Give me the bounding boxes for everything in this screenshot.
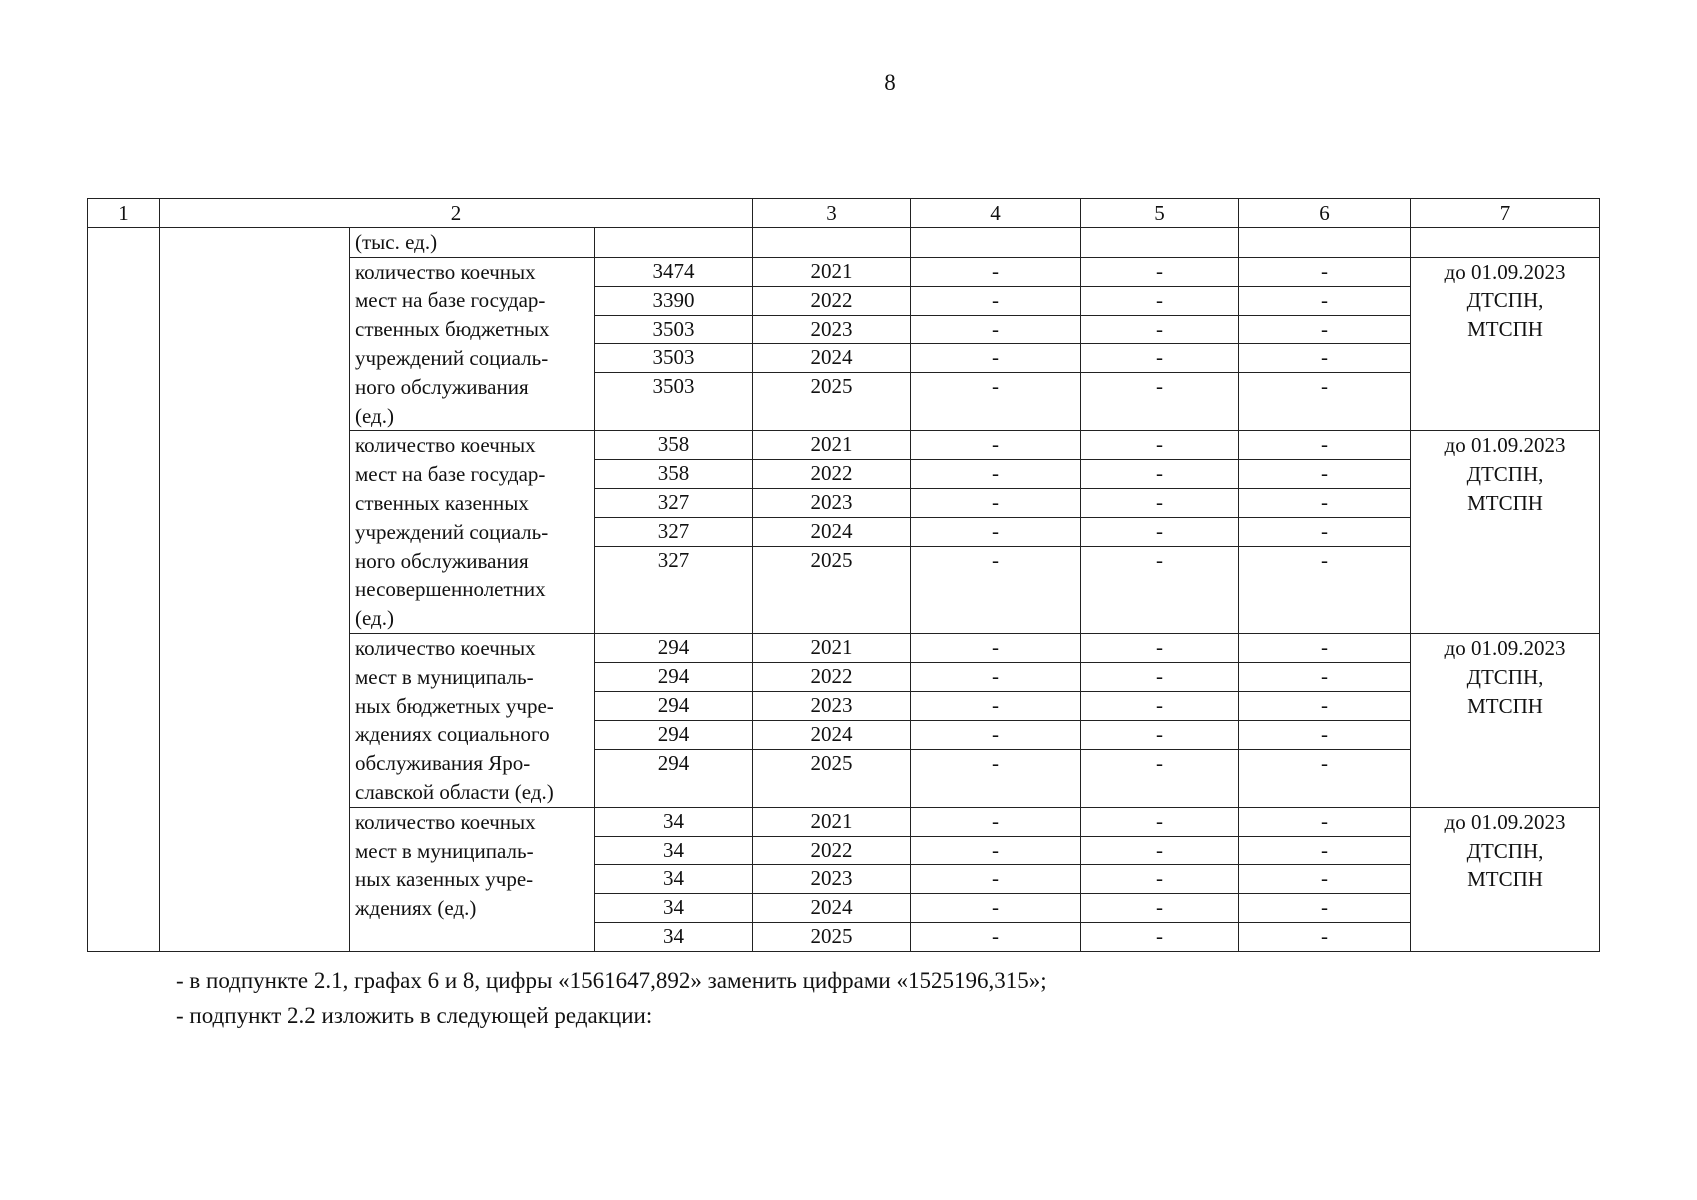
col6-value: - (1239, 489, 1411, 518)
col6-value: - (1239, 807, 1411, 836)
responsible-line: ДТСПН, (1466, 288, 1544, 313)
description-line: ного обслуживания (355, 548, 529, 573)
col6-value: - (1239, 865, 1411, 894)
description-line: учреждений социаль- (355, 519, 549, 544)
col4-value: - (911, 836, 1081, 865)
note-paragraph-2: - подпункт 2.2 изложить в следующей редакции: (176, 1003, 653, 1028)
col4-value: - (911, 922, 1081, 951)
col6-value: - (1239, 749, 1411, 807)
col4-value: - (911, 749, 1081, 807)
note-paragraph-1: - в подпункте 2.1, графах 6 и 8, цифры «1561647,892» заменить цифрами «1525196,315»; (176, 968, 1047, 993)
unit-row-empty-cell (595, 227, 753, 257)
row-year: 2022 (753, 460, 911, 489)
responsible-line: до 01.09.2023 (1444, 635, 1566, 660)
description-line: ственных казенных (355, 490, 529, 515)
unit-label: (тыс. ед.) (350, 227, 595, 257)
description-line: ных бюджетных учре- (355, 693, 554, 718)
col5-value: - (1081, 344, 1239, 373)
col1-merged-cell (88, 227, 160, 951)
row-year: 2024 (753, 518, 911, 547)
row-value: 294 (595, 720, 753, 749)
row-year: 2025 (753, 749, 911, 807)
col6-value: - (1239, 720, 1411, 749)
col5-value: - (1081, 807, 1239, 836)
row-value: 294 (595, 749, 753, 807)
col4-value: - (911, 257, 1081, 286)
row-year: 2023 (753, 489, 911, 518)
row-value: 3503 (595, 373, 753, 431)
page-number: 8 (884, 70, 896, 95)
row-value: 34 (595, 865, 753, 894)
col4-value: - (911, 460, 1081, 489)
col5-value: - (1081, 547, 1239, 634)
responsible-line: МТСПН (1467, 490, 1543, 515)
header-cell-5: 5 (1081, 199, 1239, 228)
responsible-line: ДТСПН, (1466, 462, 1544, 487)
row-year: 2021 (753, 807, 911, 836)
description-line: ждениях (ед.) (355, 896, 477, 921)
col6-value: - (1239, 286, 1411, 315)
row-description (350, 431, 595, 634)
description-line: мест на базе государ- (355, 288, 546, 313)
col5-value: - (1081, 315, 1239, 344)
col6-value: - (1239, 691, 1411, 720)
description-line: количество коечных (355, 635, 536, 660)
responsible-line: ДТСПН, (1466, 838, 1544, 863)
responsible-line: до 01.09.2023 (1444, 259, 1566, 284)
col6-value: - (1239, 431, 1411, 460)
description-line: несовершеннолетних (355, 577, 546, 602)
row-year: 2022 (753, 286, 911, 315)
description-line: мест в муниципаль- (355, 838, 534, 863)
row-value: 3390 (595, 286, 753, 315)
col6-value: - (1239, 922, 1411, 951)
row-year: 2021 (753, 431, 911, 460)
unit-row-empty-cell (1081, 227, 1239, 257)
header-cell-4: 4 (911, 199, 1081, 228)
responsible-cell (1411, 431, 1600, 634)
row-value: 3503 (595, 315, 753, 344)
col4-value: - (911, 633, 1081, 662)
col4-value: - (911, 344, 1081, 373)
col5-value: - (1081, 518, 1239, 547)
col4-value: - (911, 807, 1081, 836)
row-year: 2023 (753, 691, 911, 720)
row-value: 34 (595, 807, 753, 836)
col5-value: - (1081, 286, 1239, 315)
unit-row-empty-cell (753, 227, 911, 257)
description-line: (ед.) (355, 606, 394, 631)
row-year: 2025 (753, 922, 911, 951)
header-cell-2: 2 (160, 199, 753, 228)
row-year: 2024 (753, 894, 911, 923)
col5-value: - (1081, 749, 1239, 807)
unit-row (88, 227, 1600, 257)
col4-value: - (911, 431, 1081, 460)
col4-value: - (911, 286, 1081, 315)
row-description (350, 633, 595, 807)
unit-row-empty-cell (1239, 227, 1411, 257)
col6-value: - (1239, 460, 1411, 489)
description-line: ждениях социального (355, 722, 550, 747)
description-line: (ед.) (355, 403, 394, 428)
responsible-cell (1411, 633, 1600, 807)
col6-value: - (1239, 836, 1411, 865)
col4-value: - (911, 662, 1081, 691)
data-table (87, 198, 1600, 952)
row-year: 2025 (753, 373, 911, 431)
col6-value: - (1239, 344, 1411, 373)
col5-value: - (1081, 460, 1239, 489)
col6-value: - (1239, 662, 1411, 691)
description-line: мест в муниципаль- (355, 664, 534, 689)
col5-value: - (1081, 720, 1239, 749)
table-body (88, 199, 1600, 952)
col5-value: - (1081, 662, 1239, 691)
description-line: количество коечных (355, 259, 536, 284)
row-description (350, 807, 595, 951)
col5-value: - (1081, 373, 1239, 431)
description-line: количество коечных (355, 809, 536, 834)
col6-value: - (1239, 373, 1411, 431)
responsible-cell (1411, 257, 1600, 431)
row-value: 3474 (595, 257, 753, 286)
description-line: ственных бюджетных (355, 317, 550, 342)
col6-value: - (1239, 315, 1411, 344)
description-line: обслуживания Яро- (355, 751, 531, 776)
responsible-line: МТСПН (1467, 317, 1543, 342)
col4-value: - (911, 489, 1081, 518)
row-value: 358 (595, 460, 753, 489)
header-cell-7: 7 (1411, 199, 1600, 228)
description-line: учреждений социаль- (355, 345, 549, 370)
col2-merged-cell (160, 227, 350, 951)
row-value: 358 (595, 431, 753, 460)
unit-row-empty-cell (1411, 227, 1600, 257)
col6-value: - (1239, 894, 1411, 923)
row-year: 2021 (753, 633, 911, 662)
col4-value: - (911, 720, 1081, 749)
unit-row-empty-cell (911, 227, 1081, 257)
col4-value: - (911, 518, 1081, 547)
row-year: 2022 (753, 662, 911, 691)
col6-value: - (1239, 633, 1411, 662)
description-line: ного обслуживания (355, 374, 529, 399)
description-line: мест на базе государ- (355, 462, 546, 487)
header-cell-1: 1 (88, 199, 160, 228)
row-year: 2024 (753, 344, 911, 373)
header-cell-6: 6 (1239, 199, 1411, 228)
row-year: 2021 (753, 257, 911, 286)
col4-value: - (911, 894, 1081, 923)
description-line: количество коечных (355, 433, 536, 458)
header-cell-3: 3 (753, 199, 911, 228)
row-value: 294 (595, 662, 753, 691)
row-value: 327 (595, 518, 753, 547)
col4-value: - (911, 373, 1081, 431)
responsible-cell (1411, 807, 1600, 951)
col5-value: - (1081, 489, 1239, 518)
col5-value: - (1081, 894, 1239, 923)
col5-value: - (1081, 922, 1239, 951)
col6-value: - (1239, 257, 1411, 286)
responsible-line: МТСПН (1467, 693, 1543, 718)
row-value: 34 (595, 836, 753, 865)
row-value: 34 (595, 894, 753, 923)
row-year: 2025 (753, 547, 911, 634)
col6-value: - (1239, 547, 1411, 634)
row-year: 2023 (753, 865, 911, 894)
col5-value: - (1081, 431, 1239, 460)
col5-value: - (1081, 836, 1239, 865)
col5-value: - (1081, 691, 1239, 720)
row-value: 294 (595, 691, 753, 720)
row-year: 2022 (753, 836, 911, 865)
row-value: 3503 (595, 344, 753, 373)
col4-value: - (911, 865, 1081, 894)
responsible-line: до 01.09.2023 (1444, 433, 1566, 458)
col5-value: - (1081, 865, 1239, 894)
col6-value: - (1239, 518, 1411, 547)
header-row (88, 199, 1600, 228)
col5-value: - (1081, 633, 1239, 662)
responsible-line: МТСПН (1467, 867, 1543, 892)
row-value: 327 (595, 547, 753, 634)
description-line: ных казенных учре- (355, 867, 534, 892)
row-year: 2024 (753, 720, 911, 749)
col5-value: - (1081, 257, 1239, 286)
responsible-line: до 01.09.2023 (1444, 809, 1566, 834)
col4-value: - (911, 315, 1081, 344)
row-description (350, 257, 595, 431)
responsible-line: ДТСПН, (1466, 664, 1544, 689)
description-line: славской области (ед.) (355, 779, 554, 804)
row-value: 34 (595, 922, 753, 951)
col4-value: - (911, 691, 1081, 720)
notes-block (176, 963, 1047, 1033)
row-value: 327 (595, 489, 753, 518)
col4-value: - (911, 547, 1081, 634)
row-value: 294 (595, 633, 753, 662)
row-year: 2023 (753, 315, 911, 344)
